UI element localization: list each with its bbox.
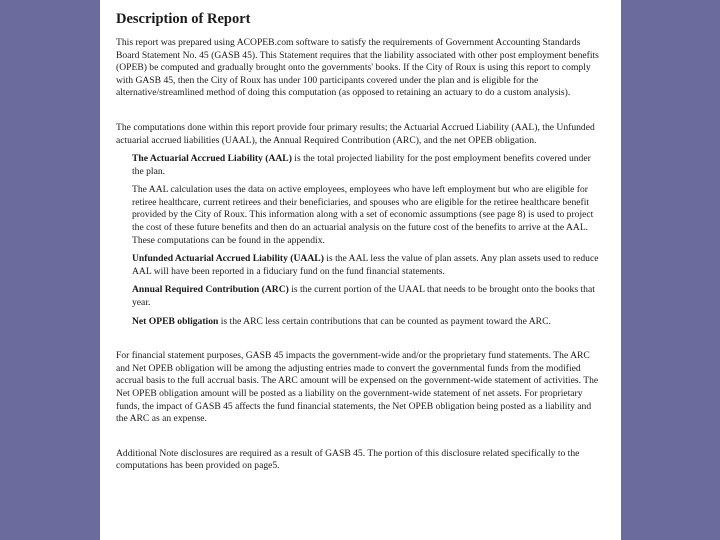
definition-text: is the AAL less the value of plan assets. Any plan assets used to reduce AAL will have been reported in a fiduciary fund on the fund financial statements. — [132, 253, 599, 277]
results-paragraph: The computations done within this report provide four primary results; the Actuarial Accrued Liability (AAL), the Unfunded actuarial accrued liabilities (UAAL), the Annual Required Contribution (ARC), and the net OPEB obligation. — [116, 121, 595, 146]
note-disclosure-paragraph: Additional Note disclosures are required as a result of GASB 45. The portion of this disclosure related specifically to the computations has been provided on page5. — [116, 447, 580, 472]
page-title: Description of Report — [116, 11, 251, 27]
definition-text: is the ARC less certain contributions that can be counted as payment toward the ARC. — [218, 315, 551, 327]
definitions-list — [132, 153, 603, 328]
definition-uaal — [132, 253, 603, 278]
definition-arc — [132, 284, 603, 309]
intro-paragraph: This report was prepared using ACOPEB.com software to satisfy the requirements of Government Accounting Standards Board Statement No. 45 (GASB 45). This Statement requires that the liability associated with other post employment benefits (OPEB) be computed and gradually brought onto the governments' books. If the City of Roux is using this report to comply with GASB 45, then the City of Roux has under 100 participants covered under the plan and is eligible for the alternative/streamlined method of doing this computation (as opposed to retaining an actuary to do a custom analysis). — [116, 36, 599, 99]
definition-aal — [132, 153, 603, 178]
definition-term: Net OPEB obligation — [132, 315, 219, 327]
document-page — [100, 0, 621, 540]
definition-term: Annual Required Contribution (ARC) — [132, 284, 289, 296]
definition-term: The Actuarial Accrued Liability (AAL) — [132, 153, 292, 165]
definition-term: Unfunded Actuarial Accrued Liability (UAAL) — [132, 253, 324, 265]
definition-text: is the total projected liability for the post employment benefits covered under the plan. — [132, 153, 591, 177]
definition-net-opeb — [132, 316, 603, 329]
definition-aal-calculation — [132, 184, 603, 247]
definition-text: is the current portion of the UAAL that needs to be brought onto the books that year. — [132, 284, 595, 309]
financial-statement-paragraph: For financial statement purposes, GASB 45 impacts the government-wide and/or the proprietary fund statements. The ARC and Net OPEB obligation will be among the adjusting entries made to convert the governmental funds from the modified accrual basis to the full accrual basis. The ARC amount will be expensed on the government-wide statement of activities. The Net OPEB obligation amount will be posted as a liability on the government-wide statement of net assets. For proprietary funds, the impact of GASB 45 affects the fund financial statements, the Net OPEB obligation being posted as a liability and the ARC as an expense. — [116, 350, 599, 425]
definition-text: The AAL calculation uses the data on active employees, employees who have left employment but who are eligible for retiree healthcare, current retirees and their beneficiaries, and spouses who are eligible for the retiree healthcare benefit provided by the City of Roux. This information along with a set of economic assumptions (see page 8) is used to project the cost of these future benefits and then do an actuarial analysis on the future cost of the benefits to arrive at the AAL. These computations can be found in the appendix. — [132, 184, 594, 246]
